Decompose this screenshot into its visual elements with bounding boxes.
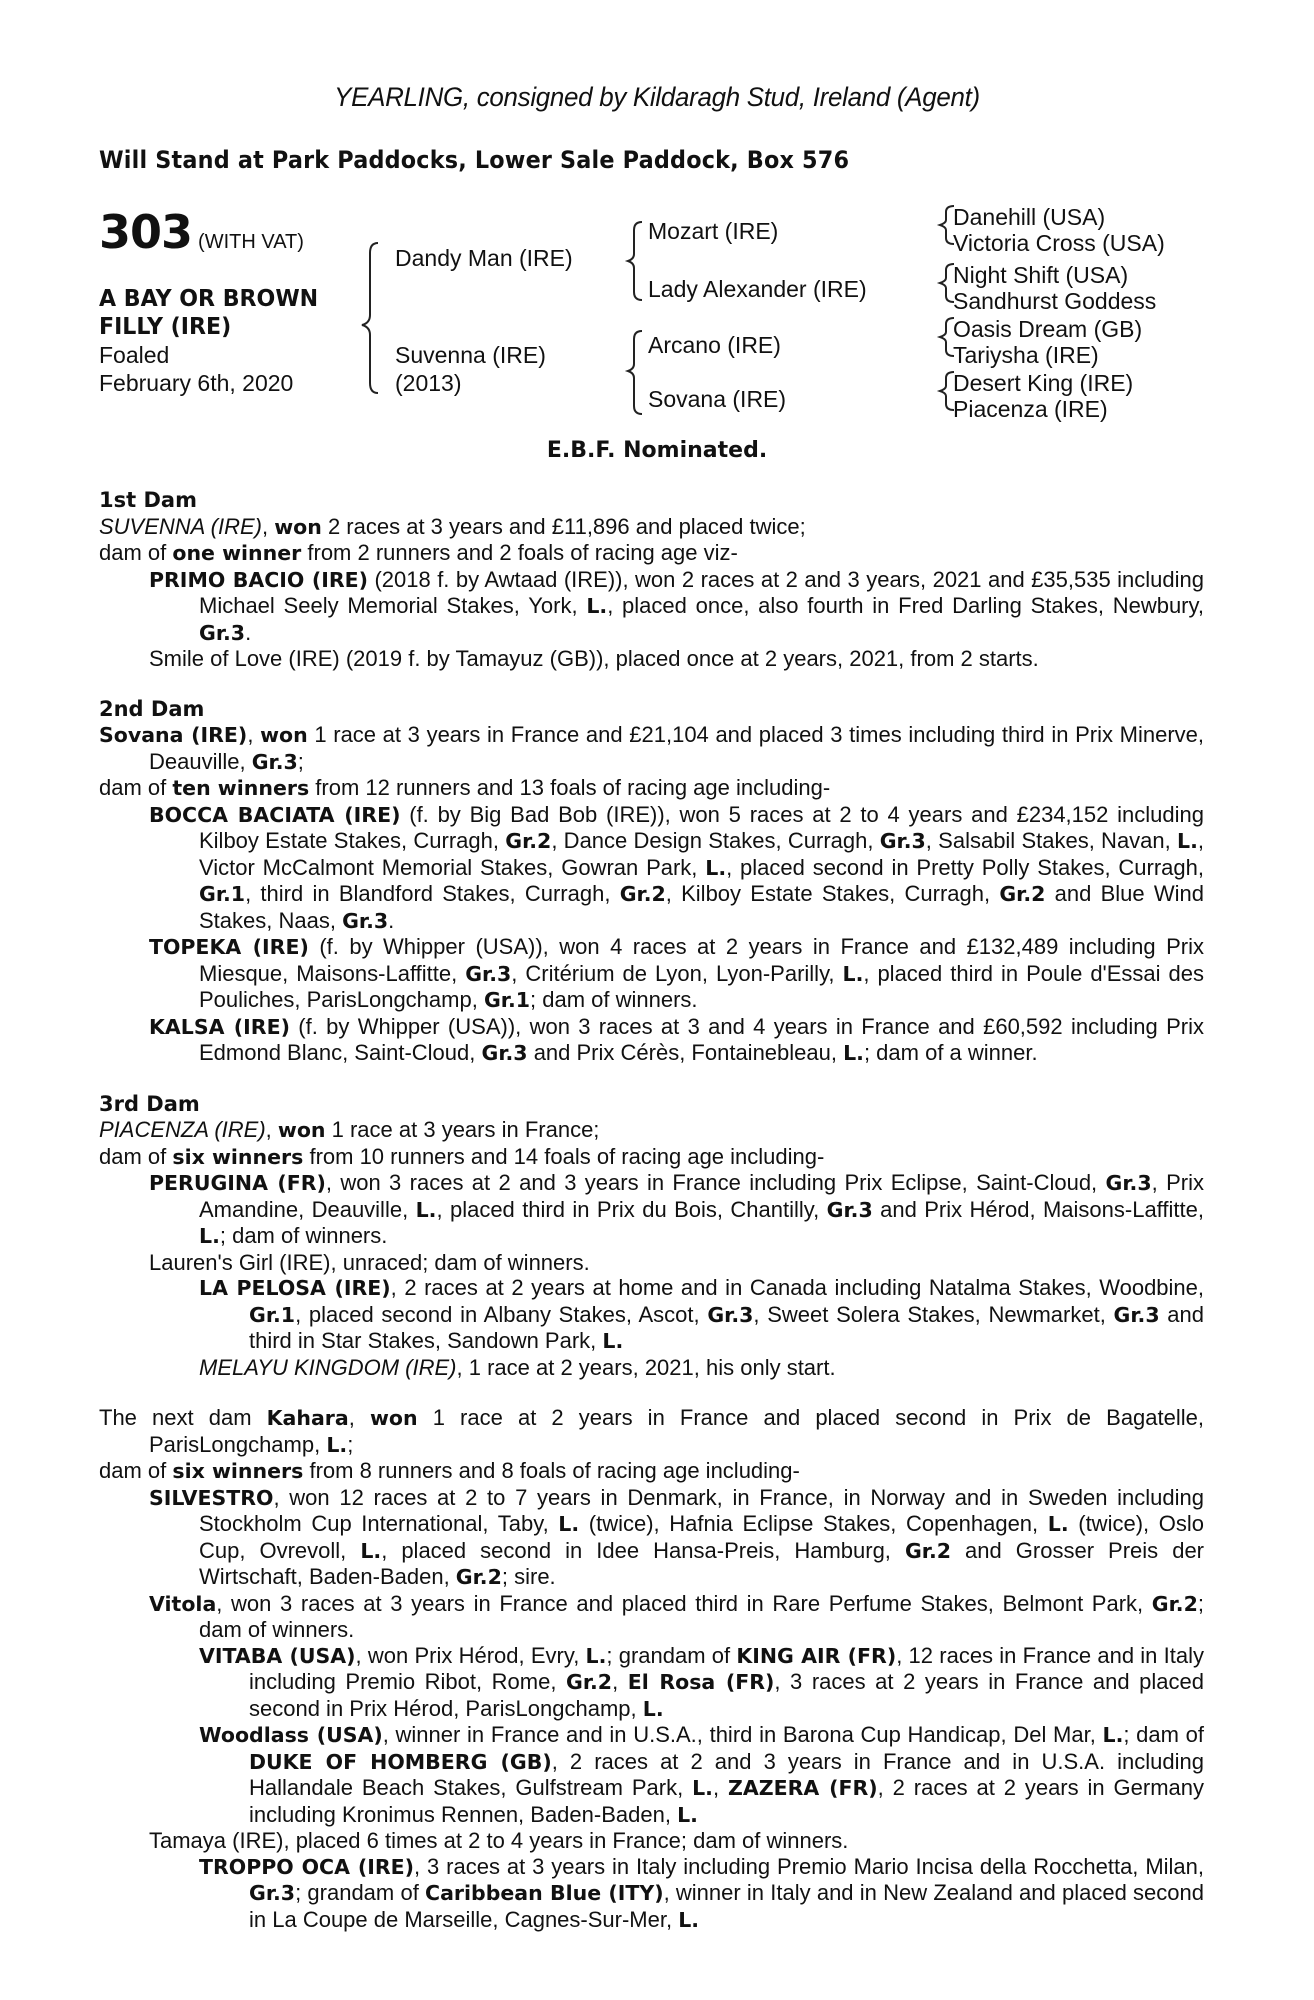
text-run: , 2 races at 2 years in Germany including Kronimus Rennen, Baden-Baden,: [249, 1775, 1205, 1827]
italic-text: MELAYU KINGDOM (IRE): [199, 1354, 457, 1380]
progeny-entry: [99, 934, 1204, 1014]
bracket-gen3-3: [940, 318, 954, 356]
text-run: (twice), Oslo Cup, Ovrevoll,: [199, 1511, 1204, 1563]
pedigree-gen3-6: Tariysha (IRE): [953, 342, 1099, 368]
text-run: , placed second in Idee Hansa-Preis, Hamburg,: [381, 1537, 905, 1563]
bold-text: TOPEKA (IRE): [149, 935, 309, 959]
pedigree-gen3-5: Oasis Dream (GB): [953, 316, 1143, 342]
bold-text: L.: [677, 1802, 698, 1827]
text-run: dam of: [99, 775, 173, 800]
bold-text: Woodlass (USA): [199, 1723, 383, 1747]
bold-text: one winner: [172, 541, 302, 565]
bold-text: won: [274, 514, 322, 539]
dam-section: [99, 1405, 1204, 1933]
bold-text: VITABA (USA): [199, 1643, 356, 1668]
text-run: from 8 runners and 8 foals of racing age including-: [303, 1458, 800, 1483]
text-run: and Grosser Preis der Wirtschaft, Baden-Baden,: [199, 1537, 1205, 1589]
progeny-entry: [99, 1828, 1204, 1854]
pedigree-gen3-8: Piacenza (IRE): [953, 396, 1108, 422]
bold-text: L.: [586, 594, 608, 618]
text-run: 1 race at 3 years in France and £21,104 and placed 3 times including third in Prix Minerve, Deauville,: [149, 722, 1204, 774]
bold-text: L.: [1102, 1723, 1124, 1747]
foaled-date: February 6th, 2020: [99, 370, 294, 396]
text-run: and Prix Cérès, Fontainebleau,: [527, 1040, 844, 1065]
progeny-entry: [99, 1485, 1204, 1591]
pedigree-gen3-2: Victoria Cross (USA): [953, 230, 1165, 256]
pedigree-gen3-3: Night Shift (USA): [953, 262, 1129, 288]
lot-header: [99, 205, 304, 259]
bold-text: Gr.1: [483, 988, 531, 1012]
text-run: Tamaya (IRE), placed 6 times at 2 to 4 years in France; dam of winners.: [149, 1828, 849, 1853]
text-run: , winner in Italy and in New Zealand and placed second in La Coupe de Marseille, Cagnes-Sur-Mer,: [249, 1880, 1204, 1932]
bold-text: SILVESTRO: [149, 1485, 274, 1510]
progeny-entry: [99, 1722, 1204, 1828]
section-gap: [99, 672, 1204, 697]
text-run: , placed third in Prix du Bois, Chantilly,: [436, 1196, 827, 1222]
bracket-gen2-sire: [628, 222, 642, 300]
bold-text: Gr.3: [199, 620, 246, 645]
pedigree-gen3-1: Danehill (USA): [953, 204, 1106, 230]
bold-text: won: [277, 1118, 326, 1142]
bold-text: L.: [692, 1776, 713, 1800]
bold-text: L.: [360, 1538, 382, 1563]
text-run: , won 3 races at 3 years in France and placed third in Rare Perfume Stakes, Belmont Park,: [216, 1590, 1152, 1616]
bold-text: won: [369, 1406, 418, 1430]
dam-summary-line: [99, 514, 1204, 541]
text-run: 2 races at 3 years and £11,896 and placed twice;: [321, 513, 806, 539]
text-run: , Kilboy Estate Stakes, Curragh,: [665, 881, 1000, 906]
bracket-gen1: [362, 243, 378, 393]
bold-text: KALSA (IRE): [149, 1014, 290, 1039]
text-run: ;: [297, 748, 304, 774]
text-run: dam of: [99, 1458, 173, 1483]
dam-summary-line: [99, 540, 1204, 567]
section-heading: 1st Dam: [99, 488, 197, 512]
bold-text: Caribbean Blue (ITY): [425, 1881, 664, 1905]
text-run: dam of: [99, 540, 173, 565]
text-run: (f. by Whipper (USA)), won 3 races at 3 and 4 years in France and £60,592 including Prix Edmond Blanc, Saint-Cloud,: [199, 1013, 1204, 1065]
dam-summary-line: [99, 1144, 1204, 1171]
bracket-gen3-2: [940, 264, 954, 302]
produce-record: [99, 488, 1204, 1933]
text-run: , Critérium de Lyon, Lyon-Parilly,: [511, 960, 843, 986]
ebf-nomination: E.B.F. Nominated.: [546, 438, 768, 463]
pedigree-sire-dam: Lady Alexander (IRE): [648, 276, 867, 302]
horse-description-line1: A BAY OR BROWN: [99, 286, 319, 312]
text-run: ; grandam of: [606, 1642, 737, 1668]
section-gap: [99, 1380, 1204, 1405]
dam-section: [99, 488, 1204, 672]
italic-text: SUVENNA (IRE): [99, 513, 262, 539]
bold-text: Gr.3: [879, 829, 926, 853]
text-run: .: [245, 619, 252, 645]
bold-text: Gr.3: [826, 1197, 873, 1222]
bold-text: L.: [842, 961, 864, 986]
bold-text: Gr.3: [707, 1302, 754, 1327]
vat-label: (WITH VAT): [198, 231, 304, 253]
text-run: ; grandam of: [295, 1880, 426, 1905]
bold-text: Gr.3: [1105, 1171, 1152, 1195]
bold-text: L.: [642, 1696, 664, 1721]
bold-text: Gr.2: [619, 882, 666, 906]
text-run: 1 race at 2 years in France and placed second in Prix de Bagatelle, ParisLongchamp,: [149, 1405, 1204, 1457]
foaled-info: [99, 341, 293, 397]
section-gap: [99, 1067, 1204, 1092]
bold-text: El Rosa (FR): [627, 1670, 775, 1694]
pedigree-gen3-7: Desert King (IRE): [953, 370, 1134, 396]
dam-summary-line: [99, 1117, 1204, 1144]
bold-text: Gr.2: [999, 882, 1046, 906]
text-run: and third in Star Stakes, Sandown Park,: [249, 1301, 1205, 1353]
bold-text: Gr.2: [1151, 1591, 1198, 1616]
pedigree-dam-sire: Arcano (IRE): [648, 332, 781, 358]
text-run: (twice), Hafnia Eclipse Stakes, Copenhagen,: [579, 1511, 1048, 1536]
text-run: , 2 races at 2 years at home and in Canada including Natalma Stakes, Woodbine,: [390, 1275, 1205, 1300]
bracket-gen2-dam: [628, 331, 642, 414]
text-run: from 10 runners and 14 foals of racing age including-: [303, 1143, 825, 1169]
text-run: ; dam of winners.: [530, 987, 698, 1012]
bold-text: BOCCA BACIATA (IRE): [149, 802, 401, 827]
text-run: , won 3 races at 2 and 3 years in France including Prix Eclipse, Saint-Cloud,: [325, 1170, 1106, 1195]
consignment-line: YEARLING, consigned by Kildaragh Stud, Ireland (Agent): [334, 82, 980, 112]
bold-text: Gr.3: [342, 908, 389, 933]
bold-text: TROPPO OCA (IRE): [199, 1854, 415, 1879]
bold-text: Gr.1: [249, 1302, 296, 1327]
text-run: (f. by Big Bad Bob (IRE)), won 5 races at 2 to 4 years and £234,152 including Kilboy Estate Stakes, Curragh,: [199, 801, 1204, 853]
bold-text: L.: [678, 1907, 700, 1932]
pedigree-sire: Dandy Man (IRE): [395, 245, 573, 271]
bold-text: six winners: [172, 1459, 304, 1483]
bracket-gen3-1: [940, 206, 954, 244]
bold-text: Kahara: [266, 1406, 349, 1430]
bold-text: ZAZERA (FR): [727, 1776, 878, 1800]
bold-text: Gr.2: [505, 829, 552, 853]
text-run: , Sweet Solera Stakes, Newmarket,: [753, 1301, 1114, 1327]
bold-text: L.: [558, 1512, 580, 1536]
text-run: ; sire.: [501, 1564, 556, 1589]
section-heading: 3rd Dam: [99, 1091, 200, 1116]
text-run: , Dance Design Stakes, Curragh,: [551, 828, 880, 853]
bold-text: Gr.3: [249, 1881, 296, 1905]
text-run: ,: [247, 722, 261, 747]
dam-summary-line: [99, 1458, 1204, 1485]
progeny-entry: [99, 567, 1204, 647]
location-line: Will Stand at Park Paddocks, Lower Sale Paddock, Box 576: [99, 146, 850, 174]
bold-text: six winners: [172, 1144, 304, 1169]
text-run: ,: [612, 1669, 628, 1694]
bold-text: won: [260, 723, 308, 747]
progeny-entry: [99, 1355, 1204, 1381]
text-run: from 2 runners and 2 foals of racing age viz-: [301, 540, 738, 565]
bold-text: PRIMO BACIO (IRE): [149, 567, 368, 592]
lot-number: 303: [99, 205, 193, 259]
progeny-entry: [99, 646, 1204, 672]
text-run: and Prix Hérod, Maisons-Laffitte,: [872, 1196, 1204, 1222]
text-run: The next dam: [99, 1405, 267, 1430]
text-run: 1 race at 3 years in France;: [325, 1117, 600, 1142]
text-run: ; dam of winners.: [219, 1223, 388, 1248]
text-run: ,: [348, 1405, 370, 1430]
progeny-entry: [99, 1643, 1204, 1723]
text-run: , winner in France and in U.S.A., third in Barona Cup Handicap, Del Mar,: [382, 1722, 1103, 1747]
progeny-entry: [99, 1250, 1204, 1276]
bold-text: Gr.1: [199, 882, 246, 906]
bold-text: Sovana (IRE): [99, 723, 248, 747]
bold-text: Gr.3: [251, 749, 298, 774]
text-run: Smile of Love (IRE) (2019 f. by Tamayuz (GB)), placed once at 2 years, 2021, from 2 starts.: [149, 646, 1039, 671]
bold-text: L.: [585, 1643, 607, 1668]
horse-description-line2: FILLY (IRE): [99, 314, 232, 340]
text-run: Lauren's Girl (IRE), unraced; dam of winners.: [149, 1249, 590, 1275]
text-run: , placed second in Pretty Polly Stakes, Curragh,: [726, 854, 1204, 880]
text-run: , won Prix Hérod, Evry,: [355, 1642, 586, 1668]
text-run: dam of: [99, 1143, 173, 1169]
progeny-entry: [99, 802, 1204, 935]
bold-text: PERUGINA (FR): [149, 1171, 326, 1195]
text-run: (2018 f. by Awtaad (IRE)), won 2 races at 2 and 3 years, 2021 and £35,535 including Michael Seely Memorial Stakes, York,: [199, 566, 1204, 618]
bold-text: DUKE OF HOMBERG (GB): [249, 1749, 552, 1774]
foaled-label: Foaled: [99, 342, 170, 368]
text-run: , Prix Amandine, Deauville,: [199, 1170, 1204, 1222]
text-run: , Victor McCalmont Memorial Stakes, Gowran Park,: [199, 828, 1204, 880]
text-run: ,: [261, 513, 275, 539]
text-run: ,: [712, 1775, 728, 1800]
text-run: , placed second in Albany Stakes, Ascot,: [295, 1301, 708, 1327]
dam-summary-line: [99, 775, 1204, 802]
text-run: , 2 races at 2 and 3 years in France and in U.S.A. including Hallandale Beach Stakes, Gulfstream Park,: [249, 1748, 1204, 1800]
pedigree-gen3-4: Sandhurst Goddess: [953, 288, 1157, 314]
progeny-entry: [99, 1591, 1204, 1643]
text-run: , 1 race at 2 years, 2021, his only start.: [456, 1354, 836, 1380]
bold-text: Gr.2: [455, 1565, 502, 1589]
progeny-entry: [99, 1170, 1204, 1250]
pedigree-dam-year: (2013): [395, 370, 462, 396]
bold-text: L.: [199, 1224, 220, 1248]
italic-text: PIACENZA (IRE): [99, 1117, 266, 1142]
bold-text: KING AIR (FR): [736, 1643, 897, 1668]
text-run: ,: [265, 1117, 278, 1142]
text-run: from 12 runners and 13 foals of racing age including-: [309, 775, 831, 800]
text-run: ; dam of winners.: [199, 1590, 1204, 1642]
text-run: , third in Blandford Stakes, Curragh,: [245, 881, 620, 906]
bold-text: Gr.2: [904, 1538, 952, 1563]
text-run: ; dam of: [1123, 1722, 1204, 1747]
progeny-entry: [99, 1275, 1204, 1355]
text-run: , won 12 races at 2 to 7 years in Denmark, in France, in Norway and in Sweden including Stockholm Cup International, Taby,: [199, 1484, 1204, 1536]
text-run: , 3 races at 2 years in France and placed second in Prix Hérod, ParisLongchamp,: [249, 1669, 1204, 1721]
bold-text: Vitola: [149, 1591, 217, 1616]
bold-text: Gr.3: [481, 1041, 528, 1065]
progeny-entry: [99, 1854, 1204, 1934]
progeny-entry: [99, 1014, 1204, 1067]
bold-text: Gr.3: [465, 961, 512, 986]
dam-section: [99, 1092, 1204, 1381]
bold-text: L.: [602, 1329, 624, 1353]
bold-text: Gr.3: [1113, 1302, 1160, 1327]
text-run: , 3 races at 3 years in Italy including Premio Mario Incisa della Rocchetta, Milan,: [414, 1853, 1204, 1879]
bold-text: L.: [326, 1432, 348, 1457]
bold-text: Gr.2: [566, 1670, 613, 1694]
text-run: .: [388, 907, 395, 933]
bold-text: LA PELOSA (IRE): [199, 1276, 391, 1300]
dam-summary-line: [99, 1405, 1204, 1458]
bracket-gen3-4: [940, 372, 954, 410]
text-run: (f. by Whipper (USA)), won 4 races at 2 years in France and £132,489 including Prix Miesque, Maisons-Laffitte,: [199, 934, 1204, 986]
bold-text: L.: [705, 855, 727, 880]
text-run: , placed third in Poule d'Essai des Pouliches, ParisLongchamp,: [199, 960, 1204, 1012]
text-run: ;: [347, 1431, 354, 1457]
dam-summary-line: [99, 722, 1204, 775]
text-run: and Blue Wind Stakes, Naas,: [199, 881, 1204, 933]
section-heading: 2nd Dam: [99, 696, 205, 721]
bold-text: ten winners: [172, 776, 310, 800]
bold-text: L.: [843, 1041, 864, 1065]
text-run: , placed once, also fourth in Fred Darling Stakes, Newbury,: [607, 593, 1204, 618]
bold-text: L.: [415, 1197, 437, 1222]
horse-description: [99, 285, 318, 341]
text-run: ; dam of a winner.: [863, 1040, 1038, 1065]
pedigree-dam-dam: Sovana (IRE): [648, 386, 787, 412]
dam-section: [99, 697, 1204, 1067]
pedigree-dam: Suvenna (IRE): [395, 342, 546, 368]
text-run: , Salsabil Stakes, Navan,: [925, 828, 1178, 853]
text-run: , 12 races in France and in Italy including Premio Ribot, Rome,: [249, 1642, 1204, 1694]
pedigree-sire-sire: Mozart (IRE): [648, 218, 779, 244]
bold-text: L.: [1047, 1512, 1069, 1536]
bold-text: L.: [1177, 829, 1198, 853]
